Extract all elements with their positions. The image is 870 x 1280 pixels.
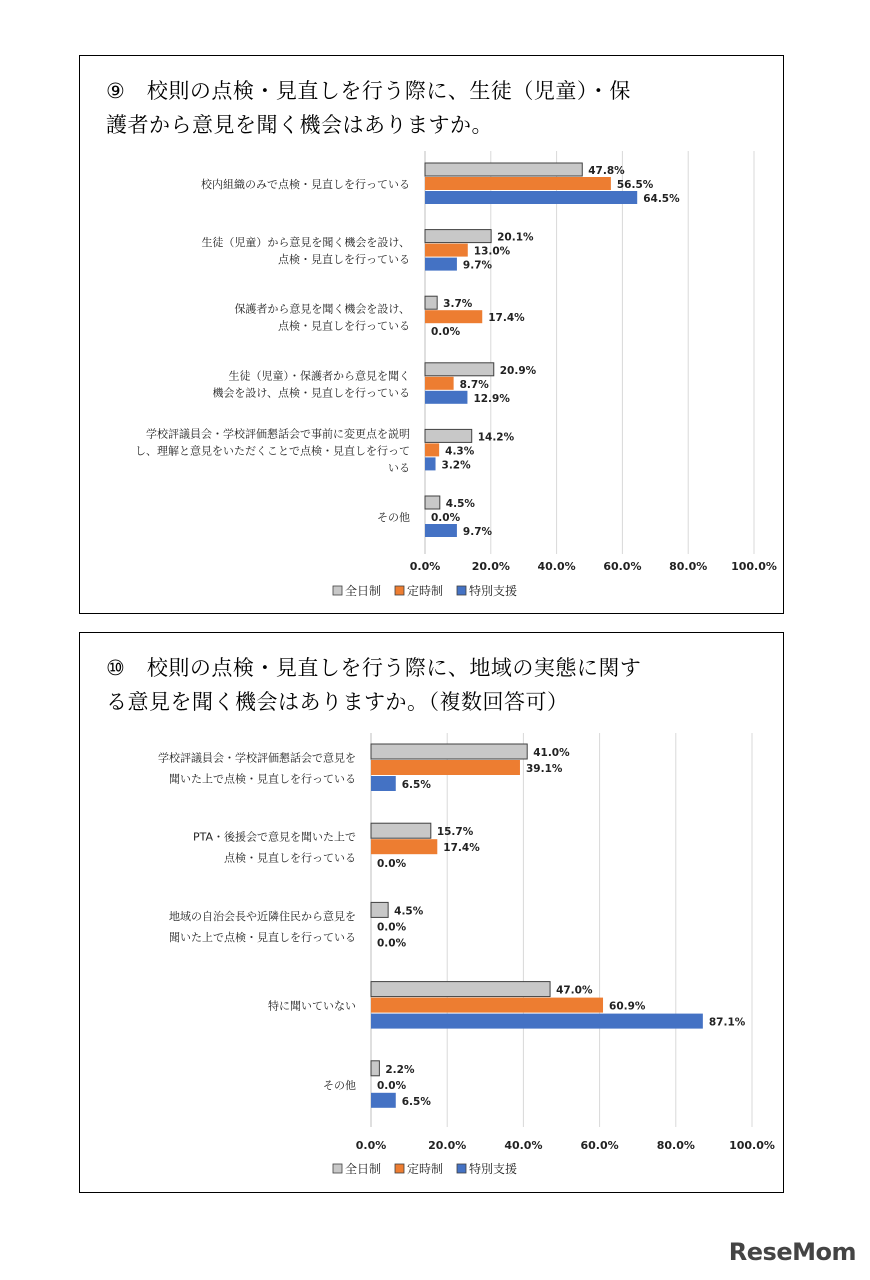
category-label: 点検・見直しを行っている [278, 253, 410, 267]
data-label: 6.5% [401, 779, 431, 791]
x-tick-label: 40.0% [537, 560, 576, 573]
legend-entry: 特別支援 [469, 1162, 518, 1176]
x-tick-label: 20.0% [428, 1139, 467, 1152]
x-tick-label: 20.0% [471, 560, 510, 573]
chart-panel-10 [79, 632, 784, 1193]
x-tick-label: 80.0% [669, 560, 708, 573]
bar-全日制 [425, 496, 440, 509]
x-tick-label: 0.0% [355, 1139, 387, 1152]
data-label: 0.0% [377, 858, 407, 871]
category-label: 機会を設け、点検・見直しを行っている [212, 386, 410, 400]
category-label: 点検・見直しを行っている [278, 319, 410, 333]
category-label: し、理解と意見をいただくことで点検・見直しを行って [135, 444, 410, 458]
data-label: 87.1% [708, 1016, 746, 1029]
bar-特別支援 [425, 457, 436, 470]
legend-swatch [333, 586, 342, 595]
chart-title-line: 護者から意見を聞く機会はありますか。 [106, 113, 493, 137]
legend-swatch [457, 1164, 466, 1173]
resemom-logo: ReseMom [728, 1238, 856, 1266]
x-tick-label: 80.0% [656, 1139, 695, 1152]
data-label: 0.0% [431, 326, 461, 339]
bar-全日制 [371, 744, 527, 759]
bar-定時制 [425, 443, 439, 456]
data-label: 20.1% [497, 231, 534, 244]
bar-全日制 [371, 982, 550, 997]
bar-chart-10 [80, 633, 785, 1194]
bar-特別支援 [371, 1093, 396, 1108]
category-label: 学校評議員会・学校評価懇話会で事前に変更点を説明 [146, 427, 410, 441]
bar-全日制 [425, 429, 472, 442]
chart-title-line: ⑨ 校則の点検・見直しを行う際に、生徒（児童）・保 [106, 79, 631, 103]
chart-panel-9 [79, 55, 784, 614]
legend-entry: 全日制 [345, 584, 382, 598]
bar-特別支援 [371, 776, 396, 791]
legend-swatch [457, 586, 466, 595]
category-label: 保護者から意見を聞く機会を設け、 [234, 302, 410, 316]
data-label: 8.7% [459, 378, 489, 391]
data-label: 0.0% [377, 937, 407, 950]
data-label: 60.9% [609, 1000, 646, 1013]
category-label: 生徒（児童）・保護者から意見を聞く [228, 369, 410, 383]
category-label: 学校評議員会・学校評価懇話会で意見を [158, 751, 356, 765]
chart-title-line: ⑩ 校則の点検・見直しを行う際に、地域の実態に関す [106, 656, 642, 680]
category-label: 聞いた上で点検・見直しを行っている [169, 930, 356, 944]
legend-entry: 全日制 [345, 1162, 382, 1176]
x-tick-label: 60.0% [603, 560, 642, 573]
legend-swatch [333, 1164, 342, 1173]
data-label: 47.8% [588, 165, 625, 177]
bar-特別支援 [425, 391, 467, 404]
bar-定時制 [425, 177, 611, 190]
data-label: 14.2% [477, 431, 515, 444]
category-label: 生徒（児童）から意見を聞く機会を設け、 [201, 236, 410, 250]
bar-全日制 [425, 296, 437, 309]
category-label: いる [388, 461, 410, 475]
chart-title-line: る意見を聞く機会はありますか。（複数回答可） [106, 690, 569, 714]
legend-swatch [395, 1164, 404, 1173]
bar-特別支援 [425, 258, 457, 271]
data-label: 9.7% [462, 526, 493, 538]
legend-entry: 定時制 [407, 1162, 444, 1176]
bar-全日制 [425, 163, 582, 176]
data-label: 13.0% [473, 245, 511, 258]
data-label: 0.0% [377, 921, 407, 934]
data-label: 17.4% [443, 842, 480, 855]
bar-chart-9 [80, 56, 785, 615]
bar-特別支援 [371, 1014, 703, 1029]
legend-entry: 特別支援 [469, 584, 518, 598]
bar-特別支援 [425, 524, 457, 537]
data-label: 9.7% [462, 259, 493, 272]
bar-定時制 [371, 839, 437, 854]
bar-定時制 [371, 760, 520, 775]
x-tick-label: 100.0% [729, 1139, 775, 1152]
bar-定時制 [371, 998, 603, 1013]
legend-swatch [395, 586, 404, 595]
category-label: 地域の自治会長や近隣住民から意見を [169, 909, 356, 923]
category-label: その他 [323, 1078, 356, 1092]
bar-全日制 [371, 1061, 379, 1076]
bar-全日制 [371, 823, 431, 838]
data-label: 3.2% [441, 459, 471, 472]
category-label: 特に聞いていない [268, 999, 356, 1013]
x-tick-label: 40.0% [504, 1139, 543, 1152]
category-label: 校内組織のみで点検・見直しを行っている [201, 178, 410, 191]
legend-entry: 定時制 [407, 584, 444, 598]
bar-特別支援 [425, 191, 637, 204]
data-label: 0.0% [431, 512, 461, 524]
bar-全日制 [425, 230, 491, 243]
data-label: 15.7% [436, 826, 474, 839]
data-label: 39.1% [525, 763, 563, 775]
data-label: 4.5% [394, 905, 424, 918]
data-label: 6.5% [401, 1095, 431, 1108]
data-label: 64.5% [643, 193, 680, 205]
data-label: 4.5% [445, 498, 475, 510]
data-label: 2.2% [385, 1063, 415, 1076]
data-label: 0.0% [377, 1079, 407, 1092]
data-label: 47.0% [556, 984, 593, 997]
x-tick-label: 0.0% [409, 560, 441, 573]
bar-全日制 [425, 363, 494, 376]
x-tick-label: 60.0% [580, 1139, 619, 1152]
category-label: その他 [377, 511, 410, 524]
category-label: PTA・後援会で意見を聞いた上で [192, 830, 356, 844]
category-label: 聞いた上で点検・見直しを行っている [169, 772, 356, 786]
x-tick-label: 100.0% [731, 560, 777, 573]
bar-定時制 [425, 244, 468, 257]
data-label: 41.0% [533, 747, 570, 759]
data-label: 56.5% [616, 179, 654, 191]
bar-全日制 [371, 902, 388, 917]
data-label: 4.3% [445, 445, 475, 458]
category-label: 点検・見直しを行っている [224, 851, 356, 865]
bar-定時制 [425, 377, 454, 390]
bar-定時制 [425, 310, 482, 323]
data-label: 12.9% [473, 392, 510, 405]
data-label: 17.4% [488, 312, 525, 325]
data-label: 20.9% [499, 364, 537, 377]
data-label: 3.7% [443, 298, 473, 311]
